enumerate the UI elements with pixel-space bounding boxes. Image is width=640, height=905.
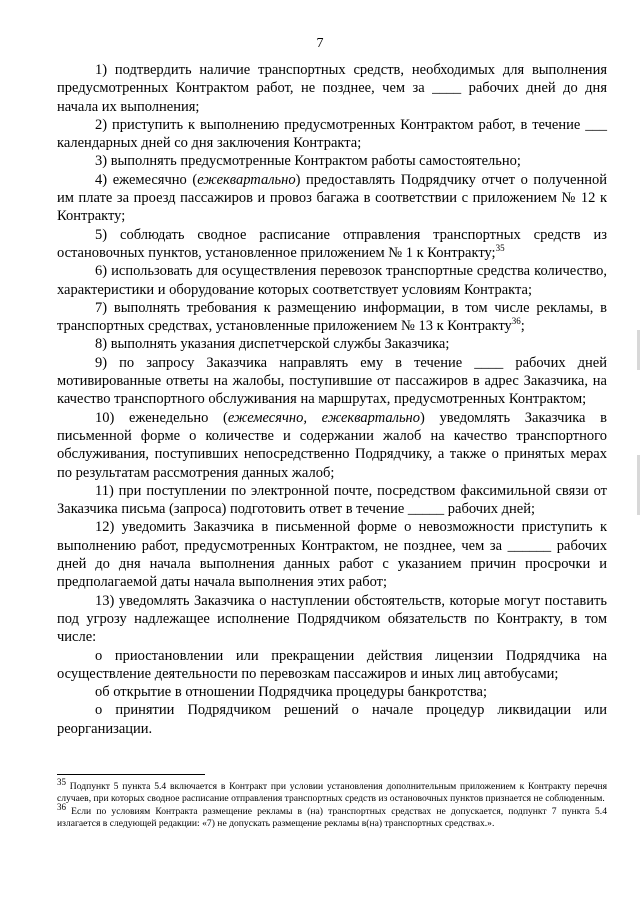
- sub-item-liquidation: о принятии Подрядчиком решений о начале процедур ликвидации или реорганизации.: [57, 702, 607, 737]
- list-item-4: 4) ежемесячно (ежеквартально) предоставлять Подрядчику отчет о полученной им плате за проезд пассажиров и провоз багажа в соответствии с приложением № 12 к Контракту;: [57, 171, 607, 225]
- list-item-3: 3) выполнять предусмотренные Контрактом работы самостоятельно;: [95, 153, 521, 170]
- list-item-10: 10) еженедельно (ежемесячно, ежеквартально) уведомлять Заказчика в письменной форме о количестве и содержании жалоб на качество транспортного обслуживания, поступивших непосредственно Подрядчику, а также о принятых мерах по результатам рассмотрения данных жалоб;: [57, 409, 607, 481]
- list-item-2: 2) приступить к выполнению предусмотренных Контрактом работ, в течение ___ календарных дней со дня заключения Контракта;: [57, 116, 607, 152]
- list-item-7: 7) выполнять требования к размещению информации, в том числе рекламы, в транспортных средствах, установленные приложением № 13 к Контракту$^{36}$;: [57, 299, 607, 335]
- sub-item-bankruptcy: об открытие в отношении Подрядчика процедуры банкротства;: [95, 684, 487, 701]
- list-item-13: 13) уведомлять Заказчика о наступлении обстоятельств, которые могут поставить под угрозу надлежащее исполнение Подрядчиком обязательств по Контракту, в том числе:: [57, 592, 607, 646]
- page-number: 7: [316, 36, 324, 51]
- list-item-8: 8) выполнять указания диспетчерской службы Заказчика;: [95, 336, 450, 353]
- footnote-ref-36: 36: [511, 316, 521, 327]
- list-item-5: 5) соблюдать сводное расписание отправления транспортных средств из остановочных пунктов, установленное приложением № 1 к Контракту;$^{35}$: [57, 226, 607, 261]
- list-item-9: 9) по запросу Заказчика направлять ему в течение ____ рабочих дней мотивированные ответы на жалобы, поступившие от пассажиров в адрес Заказчика, на качество транспортного обслуживания на маршрутах, предусмотренных Контрактом;: [57, 354, 607, 408]
- list-item-11: 11) при поступлении по электронной почте, посредством факсимильной связи от Заказчика письма (запроса) подготовить ответ в течение _____ рабочих дней;: [57, 482, 607, 518]
- italic-text: ежеквартально: [197, 171, 296, 188]
- footnotes: [57, 776, 607, 831]
- footnote-ref-35: 35: [495, 243, 505, 254]
- list-item-6: 6) использовать для осуществления перевозок транспортные средства количество, характеристики и оборудование которых соответствует условиям Контракта;: [57, 263, 607, 298]
- footnote-separator: [57, 774, 205, 775]
- italic-text: ежемесячно, ежеквартально: [227, 409, 420, 426]
- footnote-36: $^{36}$ Если по условиям Контракта размещение рекламы в (на) транспортных средствах не допускается, подпункт 7 пункта 5.4 излагается в следующей редакции: «7) не допускать размещение рекламы в(на) транспортных средствах.».: [57, 802, 607, 829]
- document-body: [57, 61, 607, 738]
- list-item-12: 12) уведомить Заказчика в письменной форме о невозможности приступить к выполнению работ, предусмотренных Контрактом, не позднее, чем за ______ рабочих дней до дня начала выполнения данных работ с указанием причин просрочки и предполагаемой даты начала выполнения этих работ;: [57, 519, 607, 591]
- list-item-1: 1) подтвердить наличие транспортных средств, необходимых для выполнения предусмотренных Контрактом работ, не позднее, чем за ____ рабочих дней до дня начала их выполнения;: [57, 62, 607, 115]
- footnote-35: $^{35}$ Подпункт 5 пункта 5.4 включается в Контракт при условии установления дополнительным приложением к Контракту перечня случаев, при которых сводное расписание отправления транспортных средств из остановочных пунктов признается не соблюденным.: [57, 776, 607, 804]
- sub-item-license: о приостановлении или прекращении действия лицензии Подрядчика на осуществление деятельности по перевозкам пассажиров и иных лиц автобусами;: [57, 647, 607, 682]
